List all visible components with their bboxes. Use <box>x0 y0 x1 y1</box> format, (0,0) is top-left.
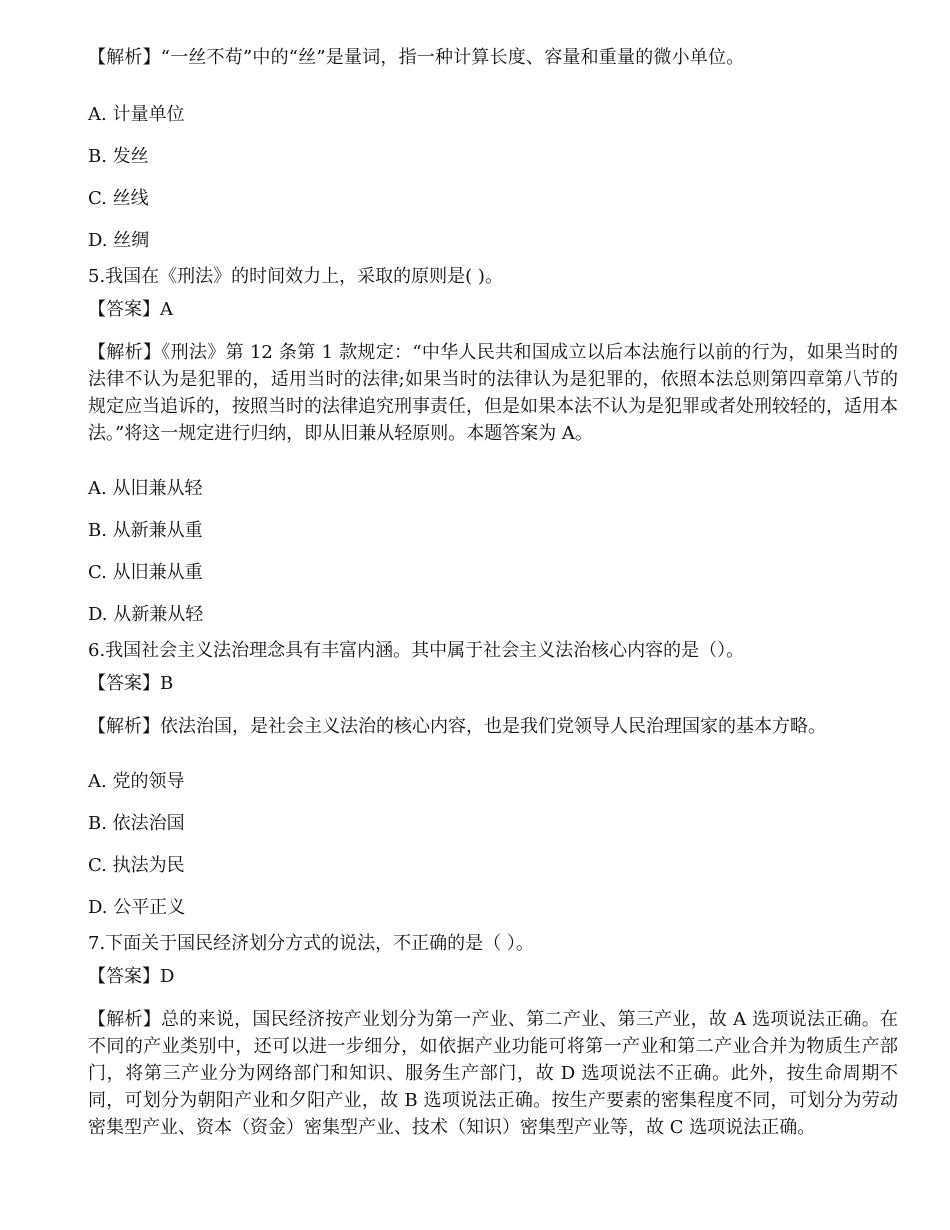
answer-6: 【答案】B <box>88 673 174 694</box>
option-b: B. 从新兼从重 <box>88 520 203 541</box>
option-c: C. 执法为民 <box>88 855 185 876</box>
option-a: A. 党的领导 <box>88 771 185 792</box>
question-6: 6.我国社会主义法治理念具有丰富内涵。其中属于社会主义法治核心内容的是（）。 <box>88 640 745 661</box>
answer-5: 【答案】A <box>88 299 173 320</box>
option-c: C. 从旧兼从重 <box>88 562 203 583</box>
option-b: B. 发丝 <box>88 146 149 167</box>
analysis-6: 【解析】依法治国，是社会主义法治的核心内容，也是我们党领导人民治理国家的基本方略。 <box>88 716 826 737</box>
question-5: 5.我国在《刑法》的时间效力上，采取的原则是( )。 <box>88 266 503 287</box>
analysis-text: 【解析】“一丝不苟”中的“丝”是量词，指一种计算长度、容量和重量的微小单位。 <box>88 47 745 68</box>
option-d: D. 公平正义 <box>88 897 186 918</box>
answer-7: 【答案】D <box>88 966 175 987</box>
option-c: C. 丝线 <box>88 188 149 209</box>
option-d: D. 从新兼从轻 <box>88 604 204 625</box>
option-a: A. 从旧兼从轻 <box>88 478 203 499</box>
option-b: B. 依法治国 <box>88 813 185 834</box>
document-page <box>88 44 898 1141</box>
option-a: A. 计量单位 <box>88 104 185 125</box>
question-7: 7.下面关于国民经济划分方式的说法，不正确的是（ ）。 <box>88 933 534 954</box>
analysis-5: 【解析】《刑法》第 12 条第 1 款规定：“中华人民共和国成立以后本法施行以前的行为，如果当时的法律不认为是犯罪的，适用当时的法律;如果当时的法律认为是犯罪的，依照本法总则第四章第八节的规定应当追诉的，按照当时的法律追究刑事责任，但是如果本法不认为是犯罪或者处刑较轻的，适用本法。”将这一规定进行归纳，即从旧兼从轻原则。本题答案为 A。 <box>88 342 898 444</box>
option-d: D. 丝绸 <box>88 230 150 251</box>
analysis-7: 【解析】总的来说，国民经济按产业划分为第一产业、第二产业、第三产业，故 A 选项说法正确。在不同的产业类别中，还可以进一步细分，如依据产业功能可将第一产业和第二产业合并为物质生产部门，将第三产业分为网络部门和知识、服务生产部门，故 D 选项说法不正确。此外，按生命周期不同，可划分为朝阳产业和夕阳产业，故 B 选项说法正确。按生产要素的密集程度不同，可划分为劳动密集型产业、资本（资金）密集型产业、技术（知识）密集型产业等，故 C 选项说法正确。 <box>88 1009 898 1138</box>
